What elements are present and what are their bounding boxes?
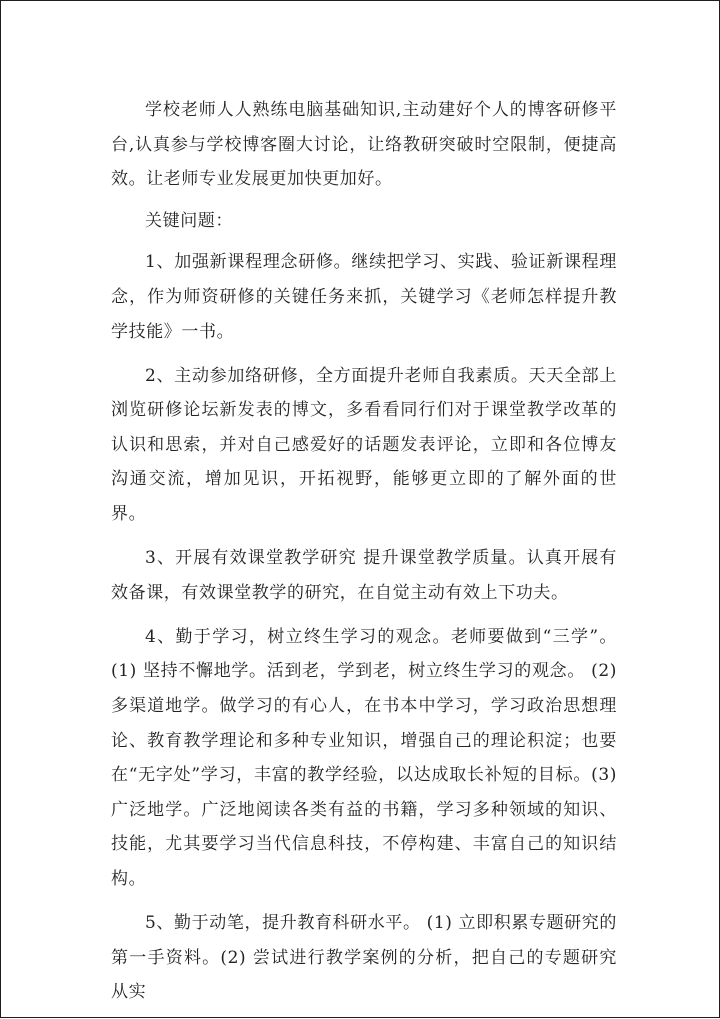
paragraph-item-2: 2、主动参加络研修，全方面提升老师自我素质。天天全部上浏览研修论坛新发表的博文，多看看同行们对于课堂教学改革的认识和思索，并对自己感爱好的话题发表评论，立即和各位博友沟通交流，增加见识，开拓视野，能够更立即的了解外面的世界。	[111, 365, 617, 525]
paragraph-intro: 学校老师人人熟练电脑基础知识,主动建好个人的博客研修平台,认真参与学校博客圈大讨论，让络教研突破时空限制，便捷高效。让老师专业发展更加快更加好。	[111, 100, 617, 190]
paragraph-item-5: 5、勤于动笔，提升教育科研水平。 (1) 立即积累专题研究的第一手资料。(2) 尝试进行教学案例的分析，把自己的专题研究从实	[111, 913, 617, 1003]
paragraph-item-1: 1、加强新课程理念研修。继续把学习、实践、验证新课程理念，作为师资研修的关键任务来抓，关键学习《老师怎样提升教学技能》一书。	[111, 252, 617, 342]
paragraph-key-issues-heading: 关键问题：	[145, 210, 233, 231]
paragraph-item-4: 4、勤于学习，树立终生学习的观念。老师要做到“三学”。(1) 坚持不懈地学。活到老，学到老，树立终生学习的观念。 (2) 多渠道地学。做学习的有心人，在书本中学习，学习政治思想理论、教育教学理论和多种专业知识，增强自己的理论积淀；也要在“无字处”学习，丰富的教学经验，以达成取长补短的目标。(3) 广泛地学。广泛地阅读各类有益的书籍，学习多种领域的知识、技能，尤其要学习当代信息科技，不停构建、丰富自己的知识结构。	[111, 626, 617, 889]
paragraph-item-3: 3、开展有效课堂教学研究 提升课堂教学质量。认真开展有效备课，有效课堂教学的研究，在自觉主动有效上下功夫。	[111, 548, 617, 603]
document-body	[111, 93, 617, 1019]
